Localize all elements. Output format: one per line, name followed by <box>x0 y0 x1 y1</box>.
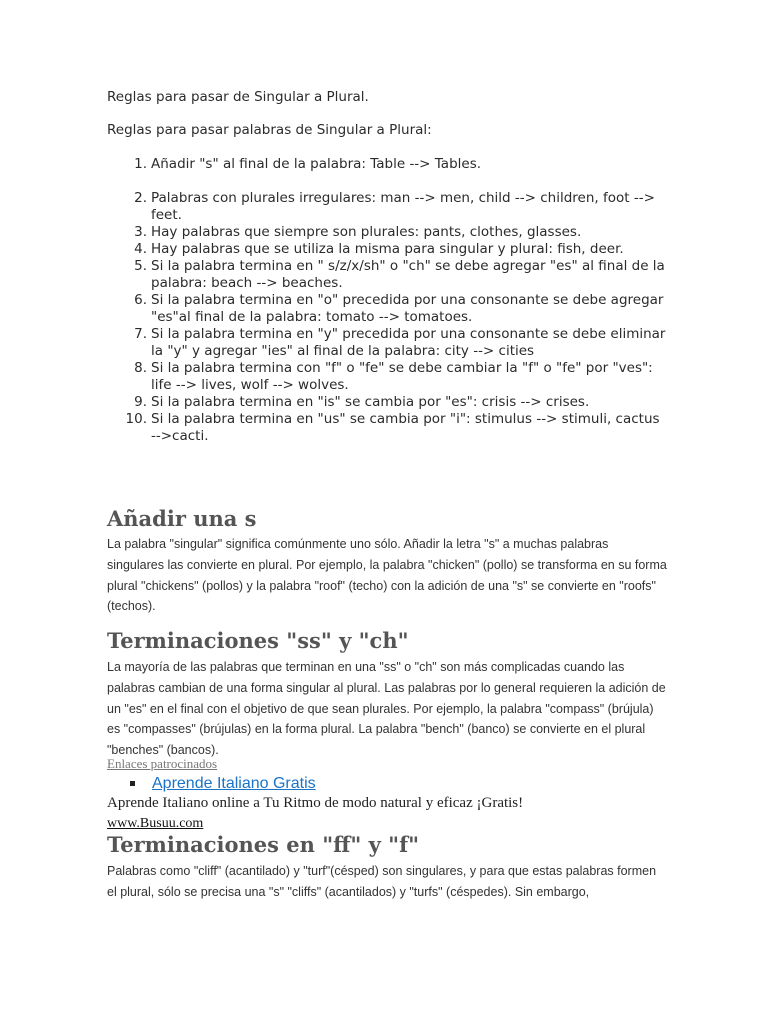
section-body-ss-ch: La mayoría de las palabras que terminan en una "ss" o "ch" son más complicadas cuando las palabras cambian de una forma singular al plural. Las palabras por lo general requieren la adición de un "es" en el final con el objetivo de que sean plurales. Por ejemplo, la palabra "compass" (brújula) es "compasses" (brújulas) en la forma plural. La palabra "bench" (banco) se convierte en el plural "benches" (bancos). <box>107 660 666 757</box>
rules-list <box>107 156 667 445</box>
rule-text: Si la palabra termina en "o" precedida por una consonante se debe agregar "es"al final de la palabra: tomato --> tomatoes. <box>151 292 664 325</box>
rule-number: 8. <box>134 360 147 376</box>
rule-text: Si la palabra termina en "is" se cambia por "es": crisis --> crises. <box>151 394 590 410</box>
rule-item <box>107 258 667 292</box>
rules-intro-line: Reglas para pasar palabras de Singular a Plural: <box>107 122 432 138</box>
rule-number: 5. <box>134 258 147 274</box>
rule-item <box>107 292 667 326</box>
rule-item <box>107 241 667 258</box>
sponsored-description: Aprende Italiano online a Tu Ritmo de modo natural y eficaz ¡Gratis! <box>107 795 524 811</box>
rule-number: 1. <box>134 156 147 172</box>
rule-number: 9. <box>134 394 147 410</box>
rule-item <box>107 394 667 411</box>
section-body-ff-f: Palabras como "cliff" (acantilado) y "turf"(césped) son singulares, y para que estas palabras formen el plural, sólo se precisa una "s" "cliffs" (acantilados) y "turfs" (céspedes). Sin embargo, <box>107 864 657 899</box>
sponsored-list-item <box>130 773 316 795</box>
rule-text: Si la palabra termina en "us" se cambia por "i": stimulus --> stimuli, cactus -->cacti. <box>151 411 660 444</box>
rule-number: 10. <box>125 411 147 427</box>
section-body-add-s: La palabra "singular" significa comúnmente uno sólo. Añadir la letra "s" a muchas palabras singulares las convierte en plural. Por ejemplo, la palabra "chicken" (pollo) se transforma en su forma plural "chickens" (pollos) y la palabra "roof" (techo) con la adición de una "s" se convierte en "roofs" (techos). <box>107 537 667 614</box>
rule-text: Hay palabras que siempre son plurales: pants, clothes, glasses. <box>151 224 582 240</box>
sponsored-url-link[interactable]: www.Busuu.com <box>107 816 204 831</box>
sponsored-list <box>130 773 316 795</box>
rule-number: 3. <box>134 224 147 240</box>
section-heading-add-s: Añadir una s <box>107 506 257 531</box>
section-heading-ss-ch: Terminaciones "ss" y "ch" <box>107 628 409 653</box>
rule-item <box>107 411 667 445</box>
rule-text: Palabras con plurales irregulares: man --> men, child --> children, foot --> feet. <box>151 190 655 223</box>
rule-number: 7. <box>134 326 147 342</box>
sponsored-links-label[interactable]: Enlaces patrocinados <box>107 756 218 771</box>
rule-text: Si la palabra termina con "f" o "fe" se debe cambiar la "f" o "fe" por "ves": life --> lives, wolf --> wolves. <box>151 360 653 393</box>
rule-number: 2. <box>134 190 147 206</box>
sponsored-link[interactable]: Aprende Italiano Gratis <box>152 775 316 792</box>
rule-text: Hay palabras que se utiliza la misma para singular y plural: fish, deer. <box>151 241 624 257</box>
document-title-line: Reglas para pasar de Singular a Plural. <box>107 89 369 105</box>
rule-text: Si la palabra termina en " s/z/x/sh" o "ch" se debe agregar "es" al final de la palabra: beach --> beaches. <box>151 258 665 291</box>
rule-number: 6. <box>134 292 147 308</box>
rule-item <box>107 360 667 394</box>
rule-item <box>107 156 667 173</box>
bullet-icon <box>130 781 135 786</box>
rule-item <box>107 326 667 360</box>
rule-number: 4. <box>134 241 147 257</box>
rule-item <box>107 224 667 241</box>
section-heading-ff-f: Terminaciones en "ff" y "f" <box>107 832 420 857</box>
rule-text: Si la palabra termina en "y" precedida por una consonante se debe eliminar la "y" y agregar "ies" al final de la palabra: city --> cities <box>151 326 666 359</box>
rule-item <box>107 190 667 224</box>
rule-text: Añadir "s" al final de la palabra: Table --> Tables. <box>151 156 482 172</box>
